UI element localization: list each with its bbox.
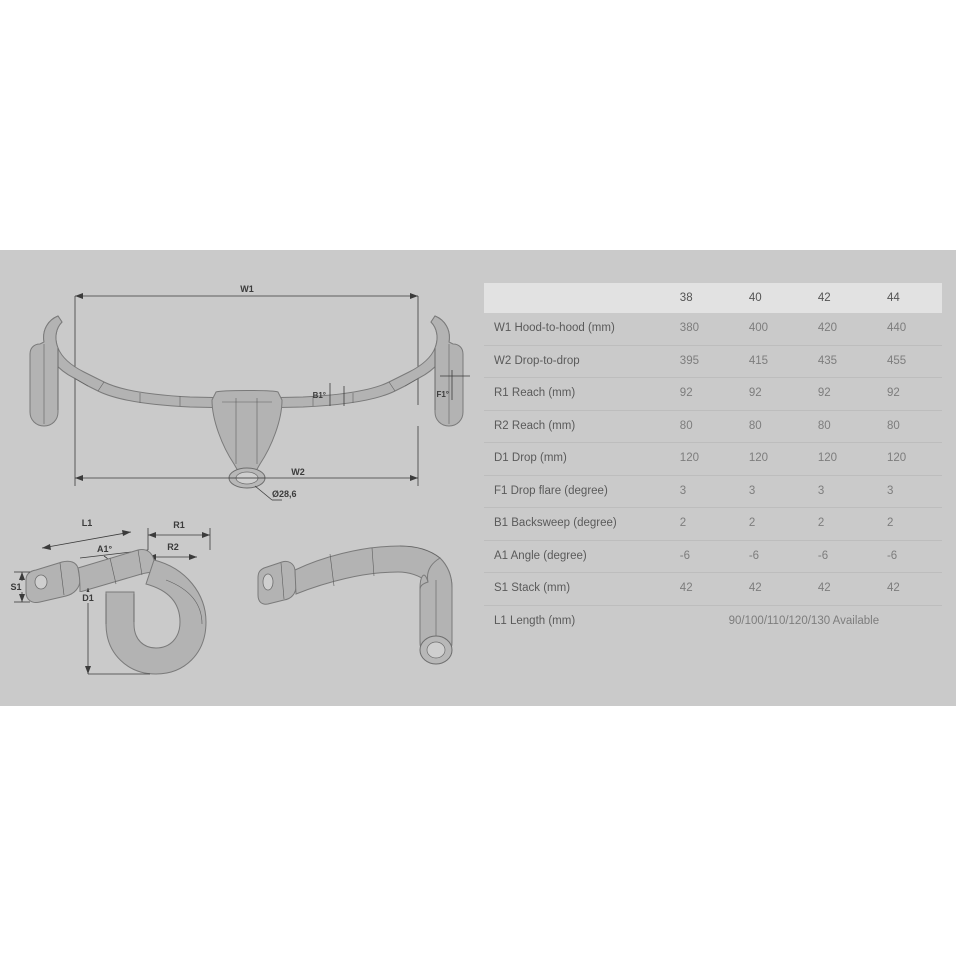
- row-value: 92: [817, 387, 831, 399]
- label-f1: F1°: [436, 390, 449, 399]
- dimension-diameter: [255, 486, 297, 500]
- dimension-r2: [148, 540, 197, 560]
- handlebar-side-view-left: [8, 516, 210, 674]
- label-r2: R2: [167, 542, 179, 552]
- row-label: B1 Backsweep (degree): [494, 517, 617, 529]
- row-value: 2: [886, 517, 894, 529]
- row-value: 42: [817, 582, 831, 594]
- label-w2: W2: [291, 467, 305, 477]
- table-row: [484, 508, 942, 541]
- handlebar-outline: [30, 316, 463, 488]
- row-value: 420: [817, 322, 838, 334]
- row-label: A1 Angle (degree): [494, 549, 587, 562]
- row-value: 2: [679, 517, 687, 529]
- row-label: R2 Reach (mm): [494, 419, 576, 432]
- row-value: 42: [748, 582, 762, 594]
- table-row: [484, 410, 942, 443]
- table-row: [484, 345, 942, 378]
- table-row: [484, 540, 942, 573]
- row-label: F1 Drop flare (degree): [494, 484, 608, 497]
- label-w1: W1: [240, 284, 254, 294]
- dimension-l1: [42, 516, 131, 550]
- row-value: 80: [748, 419, 762, 432]
- row-value: 120: [748, 452, 769, 464]
- table-header-size-40: 40: [748, 292, 762, 304]
- row-value: 42: [679, 582, 693, 594]
- row-value: 80: [886, 419, 900, 432]
- row-value: 120: [886, 452, 907, 464]
- table-row: [484, 443, 942, 476]
- handlebar-top-view: [30, 283, 470, 500]
- row-value: -6: [679, 549, 691, 562]
- row-value: 92: [679, 387, 693, 399]
- row-value: 92: [748, 387, 762, 399]
- row-value: 80: [679, 419, 693, 432]
- row-value: 395: [679, 354, 699, 367]
- specification-table: [484, 283, 942, 637]
- table-body: [484, 313, 942, 637]
- row-label: W2 Drop-to-drop: [494, 354, 580, 367]
- row-value: -6: [817, 549, 829, 562]
- table-header: [484, 283, 942, 313]
- row-value: 120: [817, 452, 838, 464]
- row-label: S1 Stack (mm): [494, 582, 571, 594]
- row-value: 380: [679, 322, 699, 334]
- table-row: [484, 378, 942, 411]
- row-value: 455: [886, 354, 907, 367]
- label-r1: R1: [173, 520, 185, 530]
- row-value: 3: [679, 484, 687, 497]
- table-header-size-38: 38: [679, 292, 693, 304]
- row-value: 120: [679, 452, 699, 464]
- table-row: [484, 475, 942, 508]
- table-row: [484, 605, 942, 637]
- row-value: 400: [748, 322, 769, 334]
- row-value: 3: [817, 484, 825, 497]
- label-a1: A1°: [97, 544, 113, 554]
- label-l1: L1: [81, 518, 93, 528]
- row-label: W1 Hood-to-hood (mm): [494, 322, 615, 334]
- row-value: 440: [886, 322, 907, 334]
- row-value: 92: [886, 387, 900, 399]
- row-value: 3: [748, 484, 756, 497]
- table-row: [484, 573, 942, 606]
- label-b1: B1°: [312, 391, 326, 400]
- row-value: -6: [748, 549, 760, 562]
- row-value-span: 90/100/110/120/130 Available: [728, 614, 880, 627]
- table-header-size-42: 42: [817, 292, 831, 304]
- label-d1: D1: [82, 593, 94, 603]
- row-label: L1 Length (mm): [494, 614, 576, 627]
- row-value: -6: [886, 549, 898, 562]
- row-value: 80: [817, 419, 831, 432]
- row-value: 42: [886, 582, 900, 594]
- row-value: 2: [817, 517, 825, 529]
- table-header-size-44: 44: [886, 292, 900, 304]
- table-header-label: [484, 283, 666, 313]
- label-diameter: Ø28,6: [272, 489, 297, 499]
- row-label: D1 Drop (mm): [494, 452, 567, 464]
- handlebar-perspective-view: [258, 546, 452, 664]
- row-value: 415: [748, 354, 769, 367]
- label-s1: S1: [10, 582, 22, 592]
- row-value: 435: [817, 354, 838, 367]
- row-value: 3: [886, 484, 894, 497]
- technical-drawings: [0, 250, 470, 706]
- row-value: 2: [748, 517, 756, 529]
- side-view-outline: [26, 549, 206, 674]
- table-row: [484, 313, 942, 345]
- row-label: R1 Reach (mm): [494, 387, 576, 399]
